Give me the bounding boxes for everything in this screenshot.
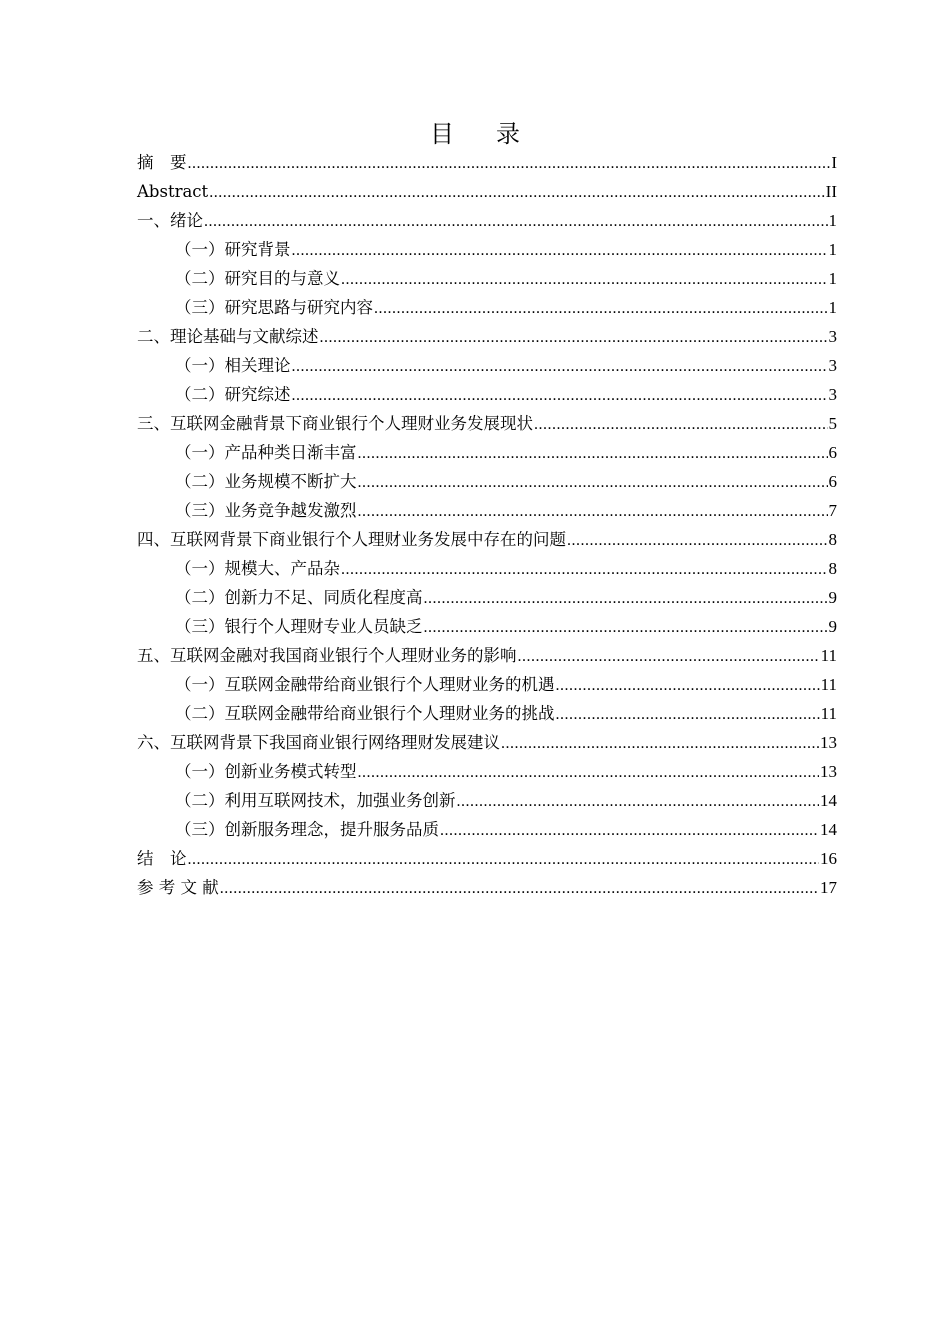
toc-leader-dots — [292, 352, 828, 381]
toc-entry-label: （三）研究思路与研究内容 — [175, 298, 373, 317]
toc-entry-label: （一）相关理论 — [175, 356, 291, 375]
toc-entry[interactable] — [137, 467, 837, 496]
toc-entry-label: 二、理论基础与文献综述 — [137, 327, 319, 346]
toc-leader-dots — [292, 236, 828, 265]
toc-leader-dots — [358, 758, 820, 787]
toc-leader-dots — [292, 381, 828, 410]
toc-leader-dots — [567, 526, 828, 555]
toc-entry[interactable] — [137, 177, 837, 206]
toc-entry-label: Abstract — [137, 182, 209, 201]
toc-entry-page: 1 — [828, 298, 837, 317]
toc-entry-page: 13 — [820, 762, 837, 781]
toc-entry-label: （一）产品种类日渐丰富 — [175, 443, 357, 462]
title-char-1: 目 — [430, 120, 454, 148]
toc-entry-page: II — [825, 182, 837, 201]
toc-entry[interactable] — [137, 525, 837, 554]
page-title — [0, 114, 950, 149]
toc-leader-dots — [188, 149, 831, 178]
toc-leader-dots — [320, 323, 828, 352]
toc-entry-page: 9 — [828, 617, 837, 636]
toc-entry-label: （二）业务规模不断扩大 — [175, 472, 357, 491]
toc-entry-page: 1 — [828, 240, 837, 259]
table-of-contents — [137, 148, 837, 902]
toc-entry-label: 六、互联网背景下我国商业银行网络理财发展建议 — [137, 733, 500, 752]
toc-leader-dots — [534, 410, 828, 439]
toc-entry-label: 参 考 文 献 — [137, 878, 219, 897]
toc-leader-dots — [556, 671, 820, 700]
toc-entry-page: 5 — [828, 414, 837, 433]
toc-leader-dots — [424, 584, 828, 613]
toc-entry-label: 一、绪论 — [137, 211, 203, 230]
toc-leader-dots — [501, 729, 819, 758]
toc-entry[interactable] — [137, 757, 837, 786]
toc-entry-page: 3 — [828, 385, 837, 404]
toc-entry-page: 9 — [828, 588, 837, 607]
toc-entry[interactable] — [137, 873, 837, 902]
toc-leader-dots — [424, 613, 828, 642]
toc-entry-page: 6 — [828, 472, 837, 491]
toc-entry-label: （一）研究背景 — [175, 240, 291, 259]
toc-entry[interactable] — [137, 235, 837, 264]
toc-leader-dots — [188, 845, 820, 874]
toc-entry-label: 摘 要 — [137, 153, 187, 172]
toc-entry-label: （二）利用互联网技术，加强业务创新 — [175, 791, 456, 810]
toc-entry[interactable] — [137, 293, 837, 322]
toc-entry-label: 四、互联网背景下商业银行个人理财业务发展中存在的问题 — [137, 530, 566, 549]
toc-entry-page: 13 — [820, 733, 837, 752]
toc-entry[interactable] — [137, 612, 837, 641]
toc-leader-dots — [341, 555, 828, 584]
toc-entry-label: （一）规模大、产品杂 — [175, 559, 340, 578]
toc-entry-page: 16 — [820, 849, 837, 868]
toc-entry-page: 11 — [820, 646, 837, 665]
toc-entry[interactable] — [137, 206, 837, 235]
toc-entry[interactable] — [137, 322, 837, 351]
toc-leader-dots — [518, 642, 820, 671]
toc-entry[interactable] — [137, 148, 837, 177]
toc-entry[interactable] — [137, 844, 837, 873]
toc-entry-page: 1 — [828, 269, 837, 288]
toc-leader-dots — [220, 874, 819, 903]
toc-entry-page: 14 — [820, 791, 837, 810]
toc-entry-label: （二）研究综述 — [175, 385, 291, 404]
toc-entry[interactable] — [137, 264, 837, 293]
toc-entry[interactable] — [137, 351, 837, 380]
toc-entry-page: 11 — [820, 675, 837, 694]
toc-leader-dots — [457, 787, 820, 816]
toc-leader-dots — [440, 816, 819, 845]
toc-entry[interactable] — [137, 641, 837, 670]
toc-entry-page: 3 — [828, 327, 837, 346]
toc-entry-page: 11 — [820, 704, 837, 723]
toc-entry[interactable] — [137, 699, 837, 728]
toc-entry-label: 结 论 — [137, 849, 187, 868]
toc-entry-page: 8 — [828, 559, 837, 578]
toc-entry-label: 五、互联网金融对我国商业银行个人理财业务的影响 — [137, 646, 517, 665]
toc-entry-label: （三）创新服务理念，提升服务品质 — [175, 820, 439, 839]
toc-entry-page: 8 — [828, 530, 837, 549]
toc-entry-page: I — [831, 153, 837, 172]
toc-entry[interactable] — [137, 496, 837, 525]
toc-entry[interactable] — [137, 554, 837, 583]
title-char-2: 录 — [496, 120, 520, 148]
toc-entry-label: （二）创新力不足、同质化程度高 — [175, 588, 423, 607]
toc-entry-page: 6 — [828, 443, 837, 462]
toc-entry[interactable] — [137, 815, 837, 844]
toc-entry-label: （三）银行个人理财专业人员缺乏 — [175, 617, 423, 636]
toc-entry-label: （一）创新业务模式转型 — [175, 762, 357, 781]
toc-entry[interactable] — [137, 583, 837, 612]
toc-entry-page: 17 — [820, 878, 837, 897]
toc-entry-label: （二）研究目的与意义 — [175, 269, 340, 288]
toc-entry-label: （三）业务竞争越发激烈 — [175, 501, 357, 520]
toc-entry[interactable] — [137, 728, 837, 757]
toc-entry-label: （一）互联网金融带给商业银行个人理财业务的机遇 — [175, 675, 555, 694]
toc-entry-page: 3 — [828, 356, 837, 375]
toc-leader-dots — [209, 178, 824, 207]
toc-leader-dots — [358, 439, 828, 468]
toc-leader-dots — [204, 207, 828, 236]
toc-entry-page: 1 — [828, 211, 837, 230]
toc-entry-label: （二）互联网金融带给商业银行个人理财业务的挑战 — [175, 704, 555, 723]
toc-entry-page: 7 — [828, 501, 837, 520]
toc-leader-dots — [556, 700, 820, 729]
toc-entry[interactable] — [137, 670, 837, 699]
toc-leader-dots — [374, 294, 828, 323]
toc-leader-dots — [341, 265, 828, 294]
toc-entry[interactable] — [137, 786, 837, 815]
toc-leader-dots — [358, 497, 828, 526]
toc-entry[interactable] — [137, 380, 837, 409]
toc-leader-dots — [358, 468, 828, 497]
toc-entry[interactable] — [137, 438, 837, 467]
toc-entry[interactable] — [137, 409, 837, 438]
toc-entry-page: 14 — [820, 820, 837, 839]
toc-entry-label: 三、互联网金融背景下商业银行个人理财业务发展现状 — [137, 414, 533, 433]
